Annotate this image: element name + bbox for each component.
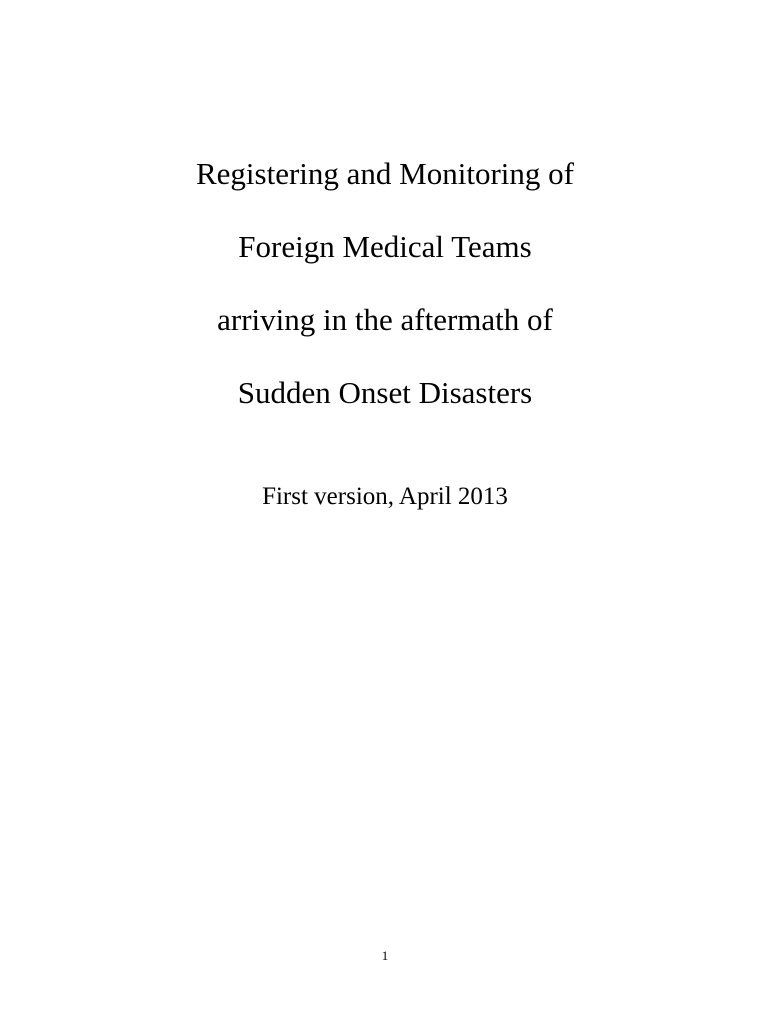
- page-number: 1: [381, 948, 389, 963]
- title-line-2: Foreign Medical Teams: [238, 229, 532, 264]
- title-line-1: Registering and Monitoring of: [196, 156, 574, 191]
- title-line-4: Sudden Onset Disasters: [237, 375, 533, 410]
- version-line: First version, April 2013: [262, 483, 508, 510]
- title-line-3: arriving in the aftermath of: [217, 302, 553, 337]
